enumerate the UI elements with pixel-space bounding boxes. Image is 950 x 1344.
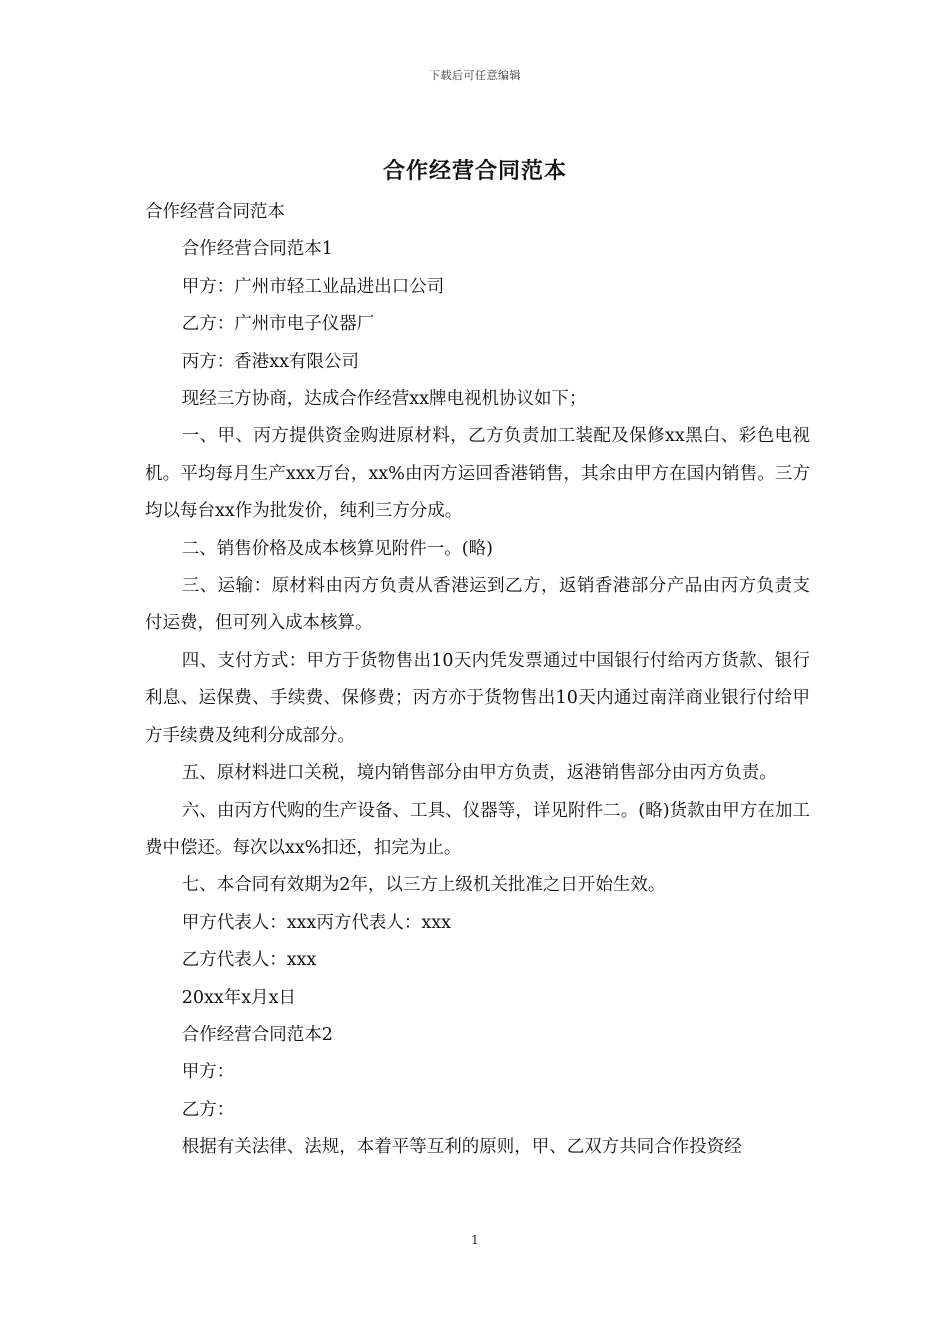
clause-7: 七、本合同有效期为2年，以三方上级机关批准之日开始生效。 bbox=[181, 875, 666, 896]
party-c-line: 丙方：香港xx有限公司 bbox=[181, 351, 359, 372]
section-heading-2: 合作经营合同范本2 bbox=[181, 1024, 333, 1045]
clause-2: 二、销售价格及成本核算见附件一。(略) bbox=[181, 538, 493, 559]
clause-6: 六、由丙方代购的生产设备、工具、仪器等，详见附件二。(略)货款由甲方在加工费中偿还。每次以xx%扣还，扣完为止。 bbox=[145, 800, 810, 858]
section-heading-1: 合作经营合同范本1 bbox=[181, 239, 333, 260]
party-a-line-2: 甲方： bbox=[181, 1062, 235, 1083]
clause-4: 四、支付方式：甲方于货物售出10天内凭发票通过中国银行付给丙方货款、银行利息、运保费、手续费、保修费；丙方亦于货物售出10天内通过南洋商业银行付给甲方手续费及纯利分成部分。 bbox=[145, 650, 810, 746]
signing-date: 20xx年x月x日 bbox=[181, 987, 296, 1008]
clause-1: 一、甲、丙方提供资金购进原材料，乙方负责加工装配及保修xx黑白、彩色电视机。平均每月生产xxx万台，xx%由丙方运回香港销售，其余由甲方在国内销售。三方均以每台xx作为批发价，纯利三方分成。 bbox=[145, 426, 810, 522]
signatory-a-c: 甲方代表人：xxx丙方代表人：xxx bbox=[181, 912, 451, 933]
party-a-line: 甲方：广州市轻工业品进出口公司 bbox=[181, 276, 445, 297]
subtitle-line: 合作经营合同范本 bbox=[145, 202, 285, 222]
document-title: 合作经营合同范本 bbox=[382, 159, 567, 184]
party-b-line: 乙方：广州市电子仪器厂 bbox=[181, 314, 375, 335]
party-b-line-2: 乙方： bbox=[181, 1099, 235, 1120]
clause-5: 五、原材料进口关税，境内销售部分由甲方负责，返港销售部分由丙方负责。 bbox=[181, 763, 777, 784]
page-number: 1 bbox=[471, 1233, 479, 1247]
agreement-intro: 现经三方协商，达成合作经营xx牌电视机协议如下； bbox=[181, 389, 587, 410]
clause-3: 三、运输：原材料由丙方负责从香港运到乙方，返销香港部分产品由丙方负责支付运费，但可列入成本核算。 bbox=[145, 576, 810, 634]
signatory-b: 乙方代表人：xxx bbox=[181, 950, 317, 971]
header-note: 下载后可任意编辑 bbox=[429, 69, 521, 82]
document-body bbox=[145, 194, 810, 1167]
preamble-2: 根据有关法律、法规，本着平等互利的原则，甲、乙双方共同合作投资经 bbox=[181, 1137, 742, 1158]
